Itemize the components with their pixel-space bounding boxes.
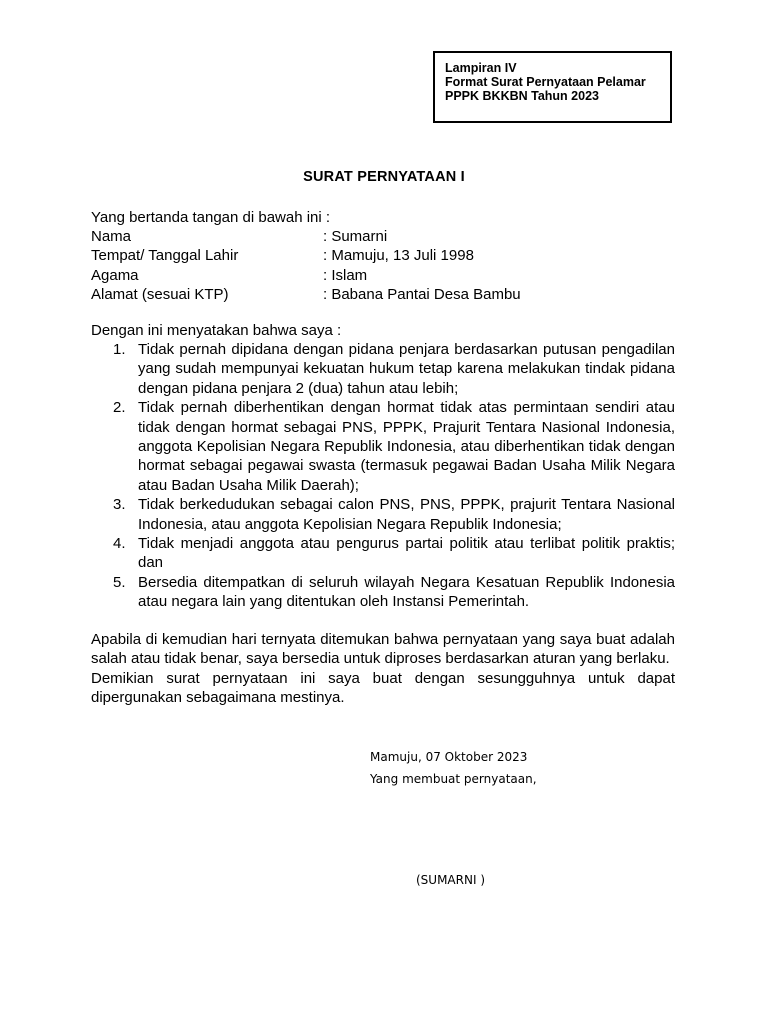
statement-intro: Dengan ini menyatakan bahwa saya : [91, 322, 342, 339]
item-number: 4. [113, 535, 126, 553]
field-label: Agama [91, 266, 139, 284]
signature-maker-label: Yang membuat pernyataan, [370, 772, 537, 786]
item-number: 5. [113, 573, 126, 591]
item-number: 1. [113, 341, 126, 358]
list-item [91, 398, 675, 495]
item-number: 2. [113, 399, 126, 417]
item-text: Bersedia ditempatkan di seluruh wilayah Negara Kesatuan Republik Indonesia atau negara lain yang ditentukan oleh Instansi Pemerintah. [138, 573, 675, 611]
list-item [91, 340, 675, 398]
field-label: Alamat (sesuai KTP) [91, 286, 229, 304]
intro-text: Yang bertanda tangan di bawah ini : [91, 209, 331, 226]
attachment-box [433, 51, 672, 123]
attachment-line-3: PPPK BKKBN Tahun 2023 [445, 89, 599, 103]
item-text: Tidak pernah diberhentikan dengan hormat tidak atas permintaan sendiri atau tidak dengan hormat sebagai PNS, PPPK, Prajurit Tentara Nasional Indonesia, anggota Kepolisian Negara Republik Indonesia, atau diberhentikan tidak dengan hormat sebagai pegawai swasta (termasuk pegawai Badan Usaha Milik Negara atau Badan Usaha Milik Daerah); [138, 399, 675, 494]
list-item [91, 534, 675, 573]
attachment-line-2: Format Surat Pernyataan Pelamar [445, 75, 646, 89]
attachment-line-1: Lampiran IV [445, 61, 517, 75]
closing-section [91, 630, 675, 708]
field-row-religion [91, 266, 691, 285]
field-value: : Sumarni [323, 228, 388, 245]
document-title: SURAT PERNYATAAN I [303, 169, 465, 185]
closing-paragraph-1: Apabila di kemudian hari ternyata ditemukan bahwa pernyataan yang saya buat adalah salah atau tidak benar, saya bersedia untuk diproses berdasarkan aturan yang berlaku. [91, 631, 675, 668]
field-value: : Islam [323, 266, 368, 284]
field-value: : Mamuju, 13 Juli 1998 [323, 247, 474, 265]
list-item [91, 573, 675, 612]
signature-name: (SUMARNI ) [416, 873, 485, 887]
item-text: Tidak menjadi anggota atau pengurus partai politik atau terlibat politik praktis; dan [138, 535, 675, 572]
closing-paragraph-2: Demikian surat pernyataan ini saya buat dengan sesungguhnya untuk dapat dipergunakan sebagaimana mestinya. [91, 669, 675, 707]
statement-list [91, 340, 675, 612]
field-value: : Babana Pantai Desa Bambu [323, 286, 521, 304]
item-text: Tidak pernah dipidana dengan pidana penjara berdasarkan putusan pengadilan yang sudah mempunyai kekuatan hukum tetap karena melakukan tindak pidana dengan pidana penjara 2 (dua) tahun atau lebih; [138, 341, 675, 397]
item-number: 3. [113, 496, 126, 514]
field-row-name [91, 227, 691, 246]
list-item [91, 495, 675, 534]
field-label: Tempat/ Tanggal Lahir [91, 247, 239, 265]
item-text: Tidak berkedudukan sebagai calon PNS, PNS, PPPK, prajurit Tentara Nasional Indonesia, atau anggota Kepolisian Negara Republik Indonesia; [138, 496, 675, 533]
signature-place-date: Mamuju, 07 Oktober 2023 [370, 750, 528, 764]
field-row-birth [91, 246, 691, 265]
field-row-address [91, 285, 691, 304]
field-label: Nama [91, 228, 132, 245]
